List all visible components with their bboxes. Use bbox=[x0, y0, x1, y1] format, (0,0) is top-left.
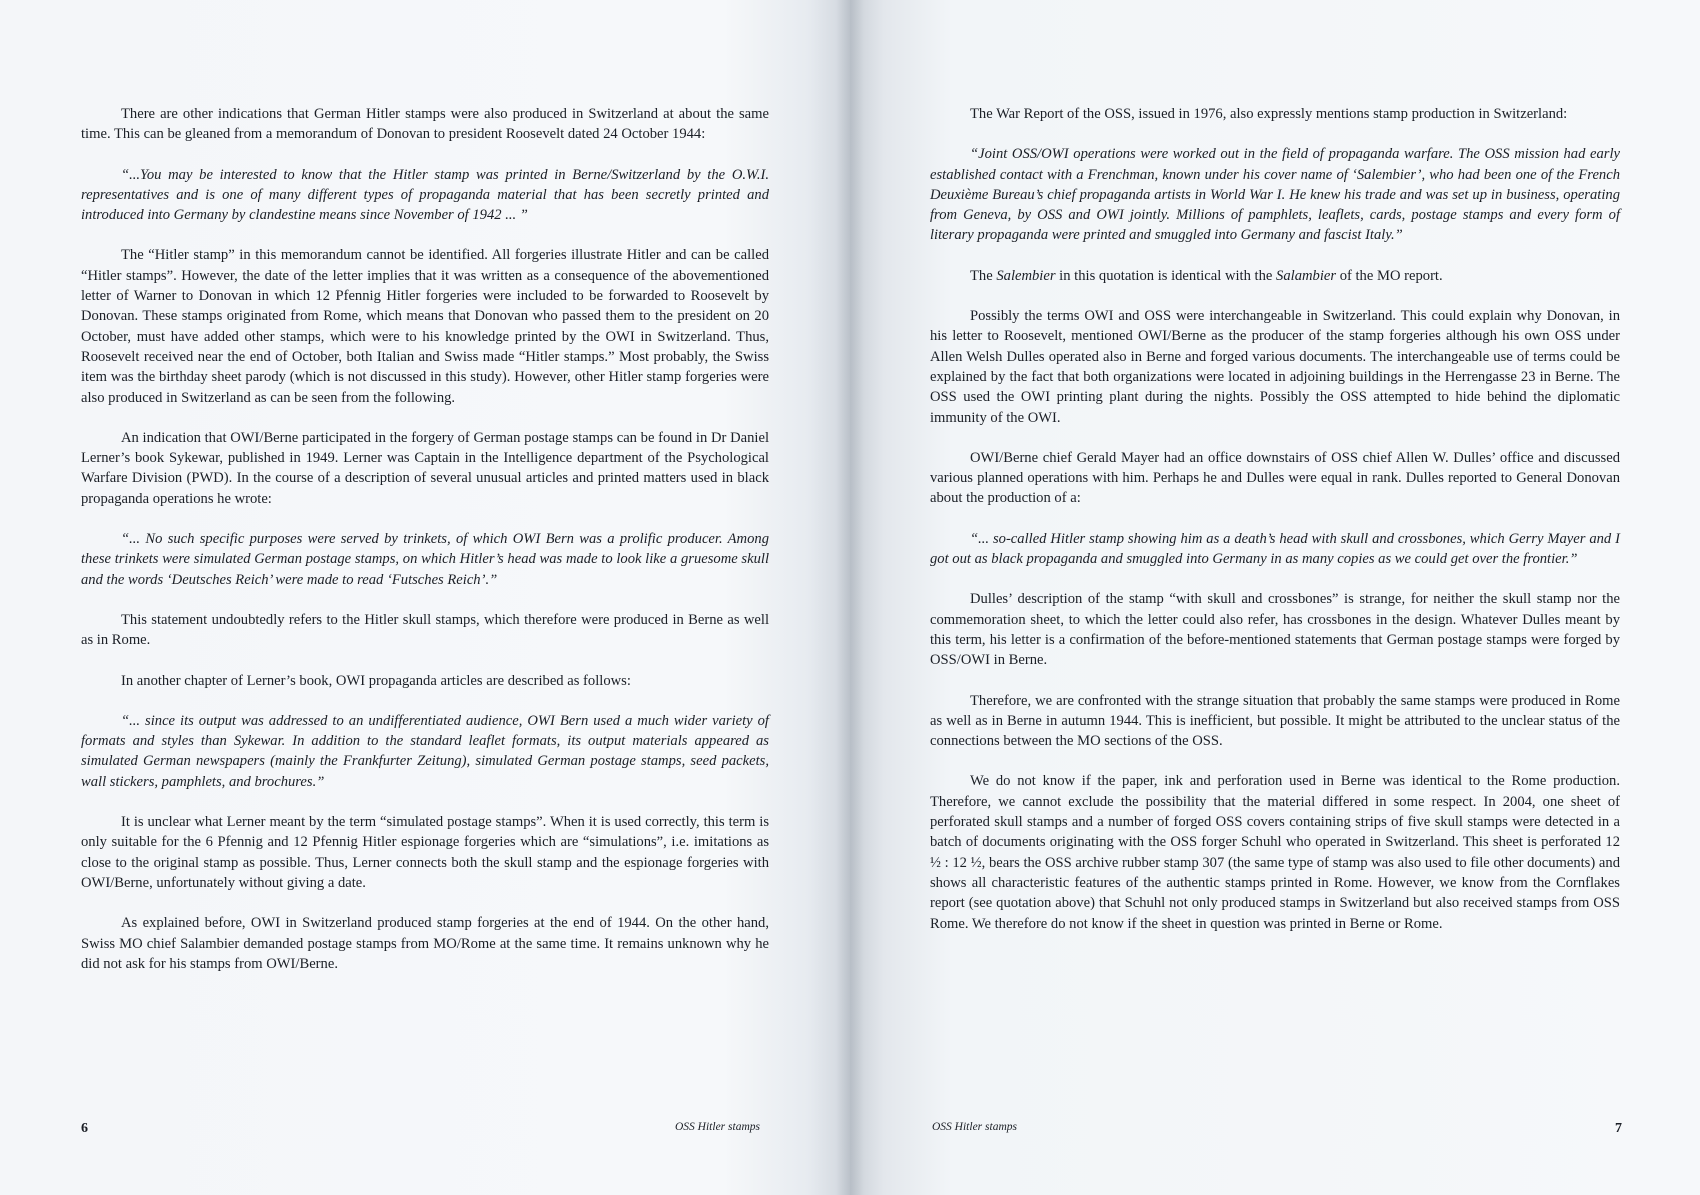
running-head: OSS Hitler stamps bbox=[675, 1121, 760, 1133]
paragraph: In another chapter of Lerner’s book, OWI propaganda articles are described as follows: bbox=[121, 672, 631, 689]
paragraph: This statement undoubtedly refers to the Hitler skull stamps, which therefore were produced in Berne as well as in Rome. bbox=[81, 611, 769, 649]
paragraph: Dulles’ description of the stamp “with skull and crossbones” is strange, for neither the skull stamp nor the commemoration sheet, to which the letter could also refer, has crossbones in the design. Whatever Dulles meant by this term, his letter is a confirmation of the before-mentioned statements that German postage stamps were forged by OSS/OWI in Berne. bbox=[930, 591, 1620, 669]
block-quote: “... No such specific purposes were served by trinkets, of which OWI Bern was a prolific producer. Among these trinkets were simulated German postage stamps, on which Hitler’s head was made to look like a gruesome skull and the words ‘Deutsches Reich’ were made to read ‘Futsches Reich’.” bbox=[81, 531, 769, 588]
block-quote: “Joint OSS/OWI operations were worked out in the field of propaganda warfare. The OSS mission had early established contact with a Frenchman, known under his cover name of ‘Salembier’, who had been one of the French Deuxième Bureau’s chief propaganda artists in World War I. He knew his trade and was set up in business, operating from Geneva, by OSS and OWI jointly. Millions of pamphlets, leaflets, cards, postage stamps and every form of literary propaganda were printed and smuggled into Germany and fascist Italy.” bbox=[930, 146, 1620, 244]
text-run: of the MO report. bbox=[1336, 267, 1443, 284]
book-spine bbox=[836, 0, 864, 1195]
right-page-body bbox=[930, 104, 1620, 954]
right-page bbox=[850, 0, 1700, 1195]
paragraph: It is unclear what Lerner meant by the term “simulated postage stamps”. When it is used correctly, this term is only suitable for the 6 Pfennig and 12 Pfennig Hitler espionage forgeries which are “simulations”, i.e. imitations as close to the original stamp as possible. Thus, Lerner connects both the skull stamp and the espionage forgeries with OWI/Berne, unfortunately without giving a date. bbox=[81, 814, 769, 891]
paragraph: Therefore, we are confronted with the strange situation that probably the same stamps were produced in Rome as well as in Berne in autumn 1944. This is inefficient, but possible. It might be attributed to the unclear status of the connections between the MO sections of the OSS. bbox=[930, 692, 1620, 750]
paragraph: As explained before, OWI in Switzerland produced stamp forgeries at the end of 1944. On the other hand, Swiss MO chief Salambier demanded postage stamps from MO/Rome at the same time. It remains unknown why he did not ask for his stamps from OWI/Berne. bbox=[81, 915, 769, 972]
paragraph: The War Report of the OSS, issued in 1976, also expressly mentions stamp production in Switzerland: bbox=[970, 106, 1568, 122]
left-page-body bbox=[81, 104, 769, 994]
paragraph: There are other indications that German Hitler stamps were also produced in Switzerland at about the same time. This can be gleaned from a memorandum of Donovan to president Roosevelt dated 24 October 1944: bbox=[81, 106, 769, 143]
block-quote: “... so-called Hitler stamp showing him as a death’s head with skull and crossbones, which Gerry Mayer and I got out as black propaganda and smuggled into Germany in as many copies as we could get over the frontier.” bbox=[930, 530, 1620, 568]
paragraph bbox=[930, 266, 1620, 286]
paragraph: OWI/Berne chief Gerald Mayer had an office downstairs of OSS chief Allen W. Dulles’ office and discussed various planned operations with him. Perhaps he and Dulles were equal in rank. Dulles reported to General Donovan about the production of a: bbox=[930, 449, 1620, 507]
block-quote: “... since its output was addressed to an undifferentiated audience, OWI Bern used a much wider variety of formats and styles than Sykewar. In addition to the standard leaflet formats, its output materials appeared as simulated German newspapers (mainly the Frankfurter Zeitung), simulated German postage stamps, seed packets, wall stickers, pamphlets, and brochures.” bbox=[81, 712, 769, 790]
text-run: in this quotation is identical with the bbox=[1055, 267, 1277, 284]
block-quote: “...You may be interested to know that the Hitler stamp was printed in Berne/Switzerland by the O.W.I. representatives and is one of many different types of propaganda material that has been secretly printed and introduced into Germany by clandestine means since November of 1942 ... ” bbox=[81, 166, 769, 224]
italic-name: Salambier bbox=[1276, 267, 1337, 284]
text-run: The bbox=[970, 267, 997, 284]
paragraph: The “Hitler stamp” in this memorandum cannot be identified. All forgeries illustrate Hitler and can be called “Hitler stamps”. However, the date of the letter implies that it was written as a consequence of the abovementioned letter of Warner to Donovan in which 12 Pfennig Hitler forgeries were included to be forwarded to Roosevelt by Donovan. These stamps originated from Rome, which means that Donovan who passed them to the president on 20 October, must have added other stamps, which were to his knowledge printed by the OWI in Switzerland. Thus, Roosevelt received near the end of October, both Italian and Swiss made “Hitler stamps.” Most probably, the Swiss item was the birthday sheet parody (which is not discussed in this study). However, other Hitler stamp forgeries were also produced in Switzerland as can be seen from the following. bbox=[81, 247, 769, 406]
paragraph: Possibly the terms OWI and OSS were interchangeable in Switzerland. This could explain why Donovan, in his letter to Roosevelt, mentioned OWI/Berne as the producer of the stamp forgeries although his own OSS under Allen Welsh Dulles operated also in Berne and forged various documents. The interchangeable use of terms could be explained by the fact that both organizations were located in adjoining buildings in the Herrengasse 23 in Berne. The OSS used the OWI printing plant during the nights. Possibly the OSS attempted to hide behind the diplomatic immunity of the OWI. bbox=[930, 308, 1620, 426]
page-number: 7 bbox=[1615, 1121, 1622, 1136]
paragraph: An indication that OWI/Berne participated in the forgery of German postage stamps can be found in Dr Daniel Lerner’s book Sykewar, published in 1949. Lerner was Captain in the Intelligence department of the Psychological Warfare Division (PWD). In the course of a description of several unusual articles and printed matters used in black propaganda operations he wrote: bbox=[81, 429, 769, 507]
italic-name: Salembier bbox=[996, 267, 1056, 284]
running-head: OSS Hitler stamps bbox=[932, 1121, 1017, 1133]
paragraph: We do not know if the paper, ink and perforation used in Berne was identical to the Rome production. Therefore, we cannot exclude the possibility that the material differed in some respect. In 2004, one sheet of perforated skull stamps and a number of forged OSS covers containing strips of five skull stamps were detected in a batch of documents originating with the OSS forger Schuhl who operated in Switzerland. This sheet is perforated 12 ½ : 12 ½, bears the OSS archive rubber stamp 307 (the same type of stamp was also used to file other documents) and shows all characteristic features of the authentic stamps printed in Rome. However, we know from the Cornflakes report (see quotation above) that Schuhl not only produced stamps in Switzerland but also received stamps from OSS Rome. We therefore do not know if the sheet in question was printed in Berne or Rome. bbox=[930, 773, 1620, 932]
page-number: 6 bbox=[81, 1121, 88, 1136]
